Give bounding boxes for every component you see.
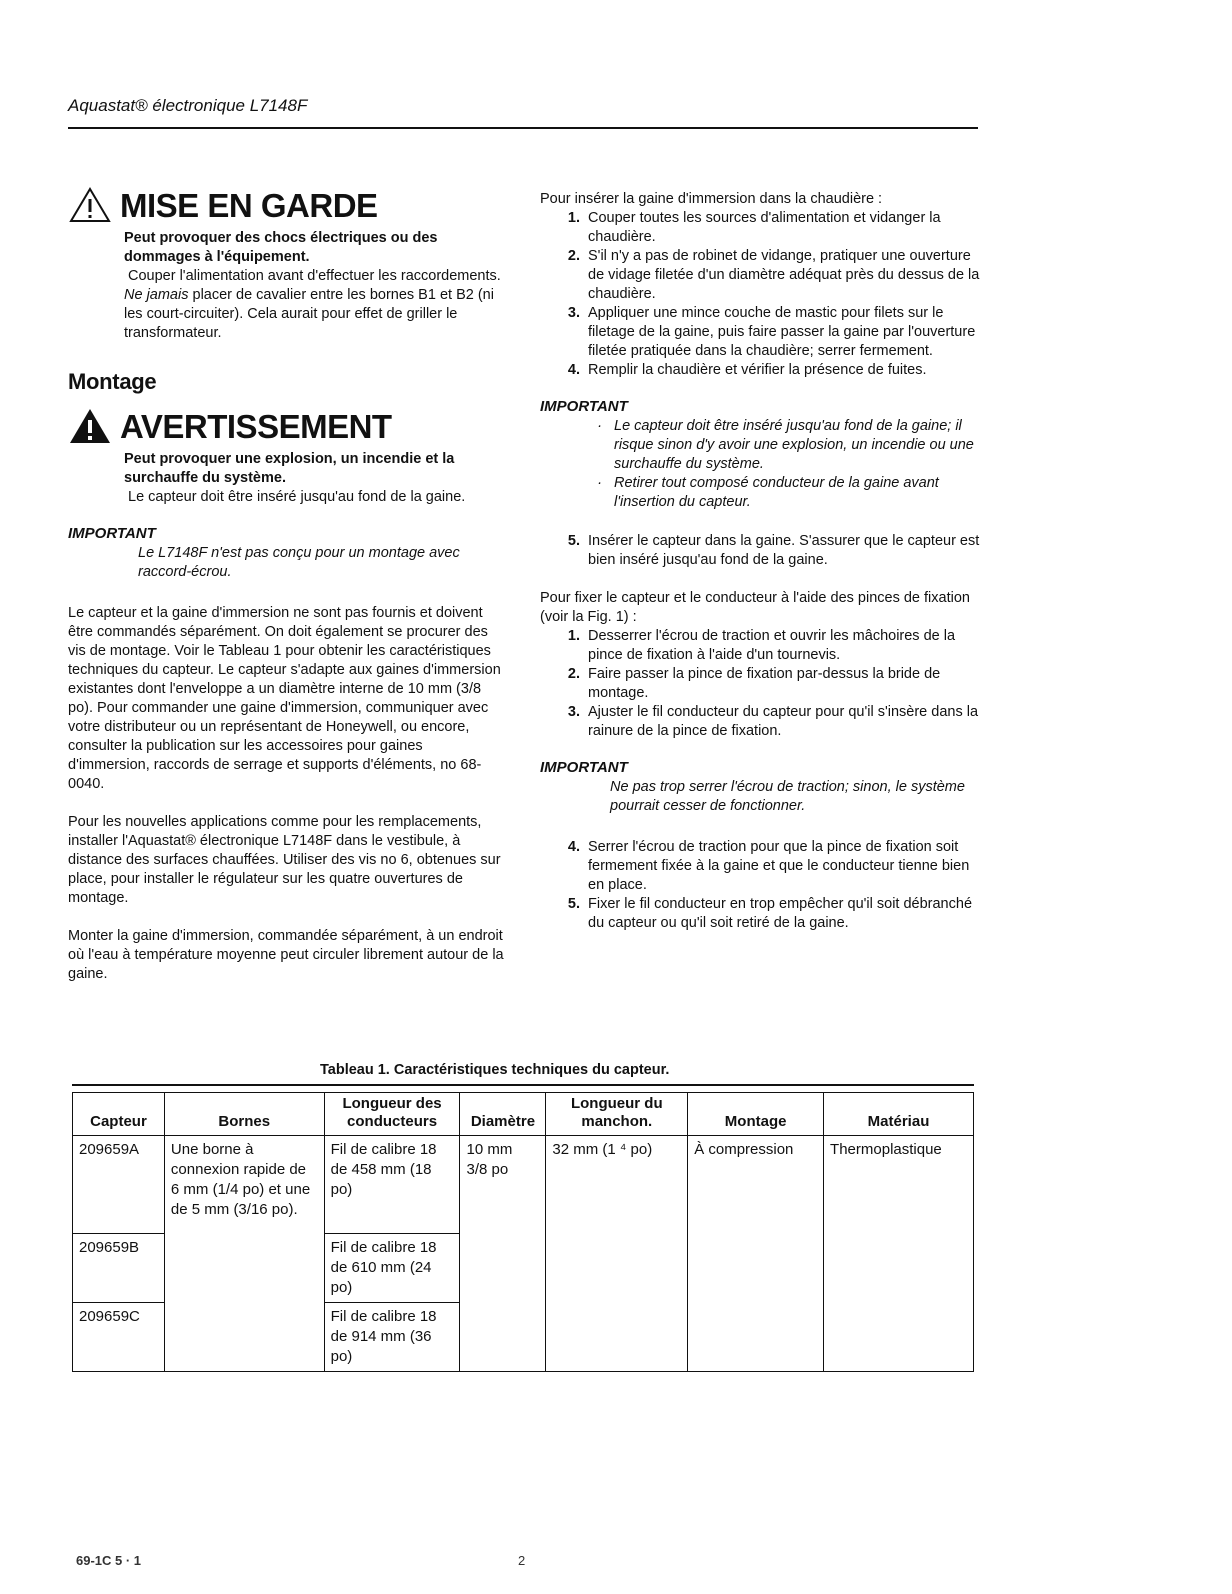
spec-table-wrapper bbox=[72, 1084, 974, 1372]
footer-page-number: 2 bbox=[518, 1553, 526, 1568]
caution-heading: MISE EN GARDE bbox=[120, 187, 378, 224]
caution-bold-text: Peut provoquer des chocs électriques ou des dommages à l'équipement. bbox=[124, 230, 438, 265]
list-item: 4. Remplir la chaudière et vérifier la présence de fuites. bbox=[567, 362, 927, 378]
list-item: 1. Couper toutes les sources d'alimentation et vidanger la chaudière. bbox=[567, 210, 941, 245]
list-item: 2. S'il n'y a pas de robinet de vidange, pratiquer une ouverture de vidage filetée d'un diamètre adéquat près du dessus de la chaudière. bbox=[567, 248, 980, 302]
table-cell: Fil de calibre 18 de 914 mm (36 po) bbox=[324, 1303, 460, 1372]
caution-line-1: Couper l'alimentation avant d'effectuer les raccordements. bbox=[128, 268, 501, 284]
table-cell-montage: À compression bbox=[688, 1136, 824, 1372]
insert-sheath-intro: Pour insérer la gaine d'immersion dans la chaudière : bbox=[540, 191, 883, 207]
table-cell-manchon: 32 mm (1 ⁴ po) bbox=[546, 1136, 688, 1372]
table-cell-diametre bbox=[460, 1136, 546, 1372]
left-column bbox=[68, 186, 508, 1003]
warning-triangle-outline-icon bbox=[68, 186, 120, 229]
important-text-3: Ne pas trop serrer l'écrou de traction; sinon, le système pourrait cesser de fonctionner. bbox=[610, 779, 965, 814]
table-header-cell: Longueur du manchon. bbox=[546, 1093, 688, 1136]
important-label-3: IMPORTANT bbox=[540, 759, 628, 776]
list-item: 5. Insérer le capteur dans la gaine. S'assurer que le capteur est bien inséré jusqu'au fond de la gaine. bbox=[567, 533, 980, 568]
clamp-intro: Pour fixer le capteur et le conducteur à l'aide des pinces de fixation (voir la Fig. 1) : bbox=[540, 590, 970, 625]
diametre-mm: 10 mm bbox=[466, 1141, 513, 1158]
table-header-cell: Capteur bbox=[73, 1093, 165, 1136]
warning-heading: AVERTISSEMENT bbox=[120, 408, 392, 445]
table-cell: Fil de calibre 18 de 458 mm (18 po) bbox=[324, 1136, 460, 1234]
important-label-2: IMPORTANT bbox=[540, 398, 628, 415]
list-item: 5. Fixer le fil conducteur en trop empêcher qu'il soit débranché du capteur ou qu'il soit retiré de la gaine. bbox=[567, 896, 973, 931]
document-header-title: Aquastat® électronique L7148F bbox=[68, 96, 308, 115]
table-header-row bbox=[73, 1093, 974, 1136]
list-item: 1. Desserrer l'écrou de traction et ouvrir les mâchoires de la pince de fixation à l'aide d'un tournevis. bbox=[567, 628, 956, 663]
warning-triangle-filled-icon bbox=[68, 407, 120, 450]
warning-heading-row bbox=[68, 407, 508, 450]
tighten-steps bbox=[540, 838, 980, 933]
table-row bbox=[73, 1136, 974, 1234]
warning-text: Le capteur doit être inséré jusqu'au fond de la gaine. bbox=[128, 489, 466, 505]
warning-bold-text: Peut provoquer une explosion, un incendie et la surchauffe du système. bbox=[124, 451, 455, 486]
right-column bbox=[540, 190, 980, 933]
table-cell-bornes: Une borne à connexion rapide de 6 mm (1/4 po) et une de 5 mm (3/16 po). bbox=[164, 1136, 324, 1372]
header-rule bbox=[68, 127, 978, 129]
list-item: · Retirer tout composé conducteur de la gaine avant l'insertion du capteur. bbox=[597, 475, 939, 510]
clamp-steps bbox=[540, 627, 980, 741]
list-item: 2. Faire passer la pince de fixation par-dessus la bride de montage. bbox=[567, 666, 941, 701]
caution-line-2-em: Ne jamais bbox=[124, 287, 189, 303]
list-item: 4. Serrer l'écrou de traction pour que la pince de fixation soit fermement fixée à la gaine et que le conducteur tienne bien en place. bbox=[567, 839, 970, 893]
table-top-rule bbox=[72, 1084, 974, 1086]
table-header-cell: Longueur des conducteurs bbox=[324, 1093, 460, 1136]
left-paragraph: Monter la gaine d'immersion, commandée séparément, à un endroit où l'eau à température moyenne peut circuler librement autour de la gaine. bbox=[68, 928, 504, 982]
list-item: · Le capteur doit être inséré jusqu'au fond de la gaine; il risque sinon d'y avoir une explosion, un incendie ou une surchauffe du système. bbox=[597, 418, 974, 472]
left-paragraph: Pour les nouvelles applications comme pour les remplacements, installer l'Aquastat® électronique L7148F dans le vestibule, à distance des surfaces chauffées. Utiliser des vis no 6, obtenues sur place, pour installer le régulateur sur les quatre ouvertures de montage. bbox=[68, 814, 501, 906]
caution-block bbox=[124, 229, 508, 343]
montage-heading: Montage bbox=[68, 369, 157, 394]
table-cell: 209659B bbox=[73, 1234, 165, 1303]
table-caption: Tableau 1. Caractéristiques techniques du capteur. bbox=[320, 1062, 670, 1078]
table-header-cell: Diamètre bbox=[460, 1093, 546, 1136]
important-bullets bbox=[540, 417, 980, 512]
table-cell: Fil de calibre 18 de 610 mm (24 po) bbox=[324, 1234, 460, 1303]
insert-sheath-steps bbox=[540, 209, 980, 380]
table-cell: 209659A bbox=[73, 1136, 165, 1234]
diametre-po: 3/8 po bbox=[466, 1161, 509, 1178]
sensor-spec-table bbox=[72, 1092, 974, 1372]
left-paragraph: Le capteur et la gaine d'immersion ne sont pas fournis et doivent être commandés séparément. On doit également se procurer des vis de montage. Voir le Tableau 1 pour obtenir les caractéristiques techniques du capteur. Le capteur s'adapte aux gaines d'immersion existantes dont l'enveloppe a un diamètre interne de 10 mm (3/8 po). Pour commander une gaine d'immersion, communiquer avec votre distributeur ou un représentant de Honeywell, ou encore, consulter la publication sur les accessoires pour gaines d'immersion, raccords de serrage et supports d'éléments, no 68-0040. bbox=[68, 605, 501, 792]
caution-heading-row bbox=[68, 186, 508, 229]
table-header-cell: Montage bbox=[688, 1093, 824, 1136]
caution-line-2-text: placer de cavalier entre les bornes B1 et B2 (ni les court-circuiter). Cela aurait pour effet de griller le transformateur. bbox=[124, 287, 494, 341]
footer-doc-number: 69-1C 5 · 1 bbox=[76, 1553, 142, 1568]
important-text-1: Le L7148F n'est pas conçu pour un montage avec raccord-écrou. bbox=[138, 545, 460, 580]
insert-sensor-step bbox=[540, 532, 980, 570]
list-item: 3. Ajuster le fil conducteur du capteur pour qu'il s'insère dans la rainure de la pince de fixation. bbox=[567, 704, 979, 739]
list-item: 3. Appliquer une mince couche de mastic pour filets sur le filetage de la gaine, puis faire passer la gaine par l'ouverture filetée pratiquée dans la chaudière; serrer fermement. bbox=[567, 305, 976, 359]
table-header-cell: Bornes bbox=[164, 1093, 324, 1136]
table-header-cell: Matériau bbox=[824, 1093, 974, 1136]
table-cell-materiau: Thermoplastique bbox=[824, 1136, 974, 1372]
warning-block bbox=[124, 450, 508, 507]
table-cell: 209659C bbox=[73, 1303, 165, 1372]
important-label-1: IMPORTANT bbox=[68, 525, 156, 542]
caution-line-2 bbox=[124, 286, 508, 343]
